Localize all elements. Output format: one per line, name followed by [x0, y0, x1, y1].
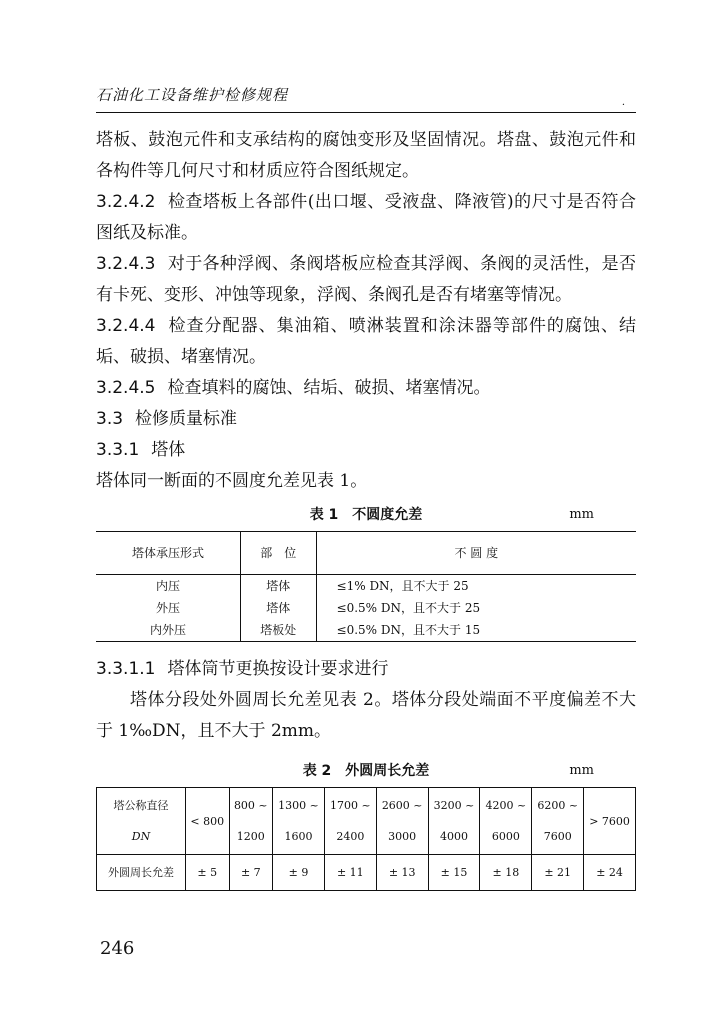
table-cell: 内压 — [155, 579, 180, 593]
section-33 — [96, 404, 636, 435]
table2-caption — [96, 761, 636, 781]
range-top: 3200 ~ — [433, 799, 475, 812]
section-3242 — [96, 187, 636, 249]
range-top: 800 ~ — [233, 799, 268, 812]
section-number: 3.3.1 — [96, 440, 140, 460]
table-row-label: 外圆周长允差 — [97, 855, 186, 891]
table-cell: 塔板处 — [240, 619, 316, 642]
range-bottom: 4000 — [440, 830, 469, 843]
table2 — [96, 787, 636, 891]
table-cell: 外压 — [155, 601, 180, 615]
table-cell — [584, 788, 636, 855]
table-cell — [186, 788, 230, 855]
section-text: 塔体筒节更换按设计要求进行 — [167, 659, 389, 679]
table-header: 塔体承压形式 — [96, 532, 240, 575]
label-top: 塔公称直径 — [113, 799, 169, 812]
range-top: > 7600 — [589, 814, 630, 828]
table-cell: 塔体 — [240, 575, 316, 598]
table-cell — [532, 788, 584, 855]
range-top: 2600 ~ — [381, 799, 423, 812]
section-number: 3.3.1.1 — [96, 659, 156, 679]
table-header: 部 位 — [240, 532, 316, 575]
table-cell: 内外压 — [149, 623, 186, 637]
table2-unit: mm — [569, 763, 594, 778]
section-text: 检查分配器、集油箱、喷淋装置和涂沫器等部件的腐蚀、结垢、破损、堵塞情况。 — [96, 316, 636, 367]
range-top: 4200 ~ — [485, 799, 527, 812]
section-text: 检查塔板上各部件(出口堰、受液盘、降液管)的尺寸是否符合图纸及标准。 — [96, 192, 636, 243]
range-bottom: 1600 — [284, 830, 313, 843]
section-331 — [96, 435, 636, 466]
label-bottom: DN — [131, 830, 151, 843]
table-cell: ≤0.5% DN，且不大于 15 — [316, 619, 636, 642]
paragraph: 塔板、鼓泡元件和支承结构的腐蚀变形及坚固情况。塔盘、鼓泡元件和各构件等几何尺寸和材质应符合图纸规定。 — [96, 130, 636, 181]
table-row — [96, 619, 636, 642]
table-row — [97, 788, 636, 855]
table1-unit: mm — [569, 507, 594, 522]
table1-title: 表 1 不圆度允差 — [309, 507, 423, 523]
range-bottom: 1200 — [236, 830, 265, 843]
table-cell: ± 7 — [229, 855, 273, 891]
paragraph: 塔体分段处外圆周长允差见表 2。塔体分段处端面不平度偏差不大于 1‰DN，且不大于 2mm。 — [96, 690, 636, 741]
table2-title: 表 2 外圆周长允差 — [302, 763, 430, 779]
table-cell: ≤0.5% DN，且不大于 25 — [316, 597, 636, 619]
section-text: 对于各种浮阀、条阀塔板应检查其浮阀、条阀的灵活性，是否有卡死、变形、冲蚀等现象，浮阀、条阀孔是否有堵塞等情况。 — [96, 254, 636, 305]
section-3245 — [96, 373, 636, 404]
range-top: 1700 ~ — [329, 799, 371, 812]
section-heading: 检修质量标准 — [135, 409, 238, 429]
paragraph: 塔体同一断面的不圆度允差见表 1。 — [96, 471, 368, 491]
table-cell: ± 18 — [480, 855, 532, 891]
table-row — [97, 855, 636, 891]
table-header-row — [96, 532, 636, 575]
table-cell: ± 9 — [273, 855, 325, 891]
range-top: 6200 ~ — [537, 799, 579, 812]
range-bottom: 3000 — [388, 830, 417, 843]
table-cell: ± 24 — [584, 855, 636, 891]
section-number: 3.3 — [96, 409, 124, 429]
table-cell: 塔体 — [240, 597, 316, 619]
table-cell — [324, 788, 376, 855]
table-header: 不 圆 度 — [316, 532, 636, 575]
table-cell — [376, 788, 428, 855]
table-cell — [273, 788, 325, 855]
mark-dot: · — [621, 100, 626, 111]
running-head-text: 石油化工设备维护检修规程 — [96, 86, 289, 104]
table-cell — [428, 788, 480, 855]
section-number: 3.2.4.4 — [96, 316, 156, 336]
running-head — [96, 84, 636, 113]
section-number: 3.2.4.5 — [96, 378, 156, 398]
section-number: 3.2.4.3 — [96, 254, 156, 274]
range-bottom: 7600 — [543, 830, 572, 843]
table-cell: ± 13 — [376, 855, 428, 891]
range-top: 1300 ~ — [278, 799, 319, 812]
page — [96, 84, 636, 891]
section-3243 — [96, 249, 636, 311]
range-top: < 800 — [190, 814, 225, 828]
section-number: 3.2.4.2 — [96, 192, 156, 212]
section-3311 — [96, 654, 636, 685]
range-bottom: 2400 — [336, 830, 365, 843]
table-row-label — [97, 788, 186, 855]
table-cell — [229, 788, 273, 855]
table-cell: ± 11 — [324, 855, 376, 891]
section-heading: 塔体 — [151, 440, 186, 460]
table-cell: ± 15 — [428, 855, 480, 891]
page-number: 246 — [100, 938, 135, 959]
section-3244 — [96, 311, 636, 373]
table-row — [96, 597, 636, 619]
body-text — [96, 125, 636, 891]
table-cell — [480, 788, 532, 855]
table-row — [96, 575, 636, 598]
table-cell: ± 21 — [532, 855, 584, 891]
table-cell: ≤1% DN，且不大于 25 — [316, 575, 636, 598]
table1-caption — [96, 505, 636, 525]
table-cell: ± 5 — [186, 855, 230, 891]
table1 — [96, 531, 636, 642]
range-bottom: 6000 — [491, 830, 520, 843]
section-text: 检查填料的腐蚀、结垢、破损、堵塞情况。 — [167, 378, 491, 398]
